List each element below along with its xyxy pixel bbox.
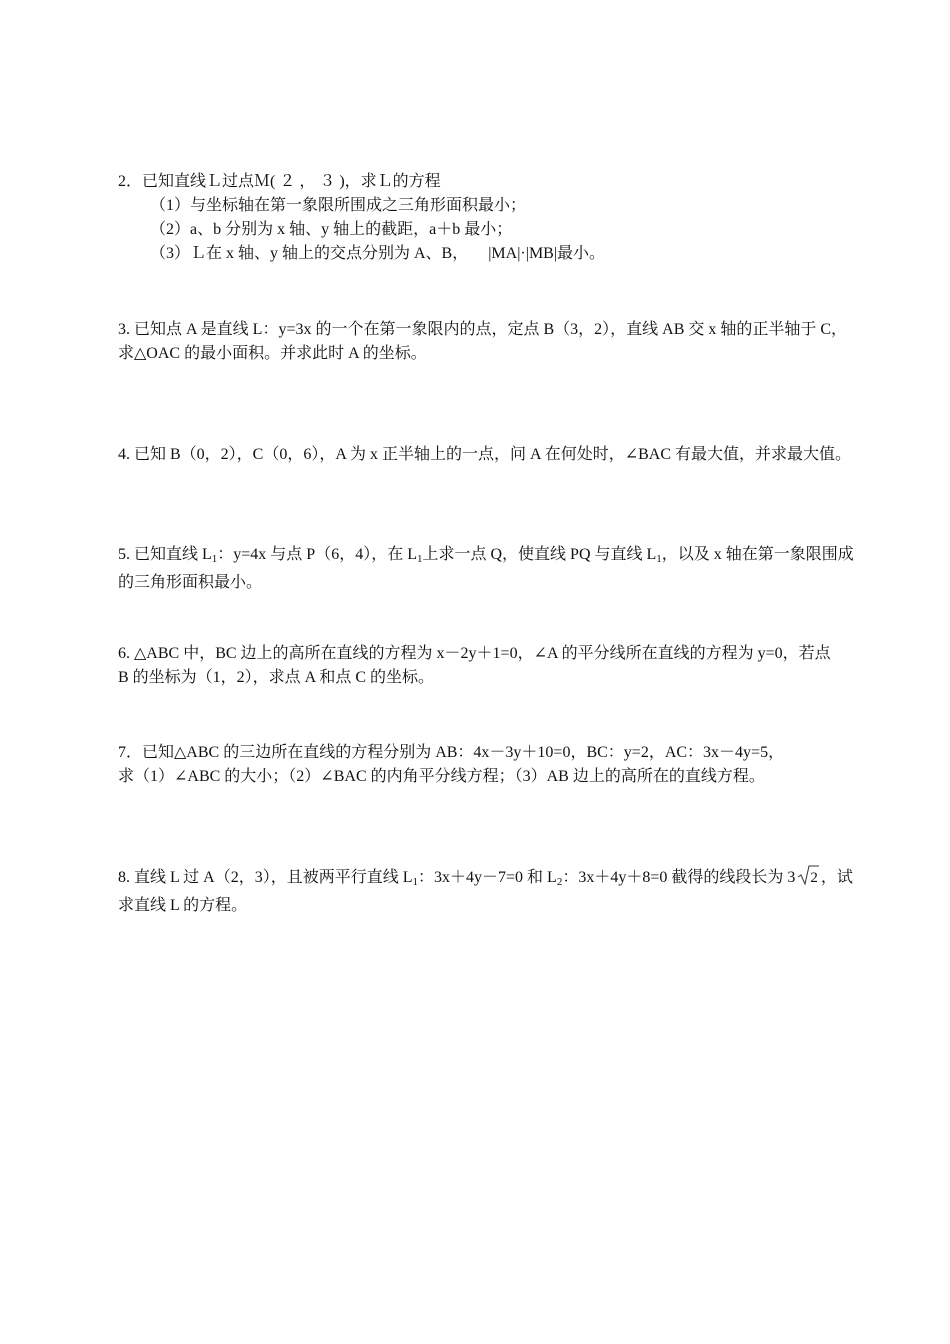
problem-3-line-2: 求△OAC 的最小面积。并求此时 A 的坐标。 [118,345,427,362]
subscript-1: 1 [211,553,218,565]
problem-5-text-c: 上求一点 Q，使直线 PQ 与直线 L [422,546,657,563]
problem-8-text-a: 8. 直线 L 过 A（2，3），且被两平行直线 L [118,869,413,886]
problem-7-line-1: 7．已知△ABC 的三边所在直线的方程分别为 AB：4x－3y＋10=0，BC：y=2，AC：3x－4y=5， [118,744,785,761]
problem-4-line-1: 4. 已知 B（0，2），C（0，6），A 为 x 正半轴上的一点，问 A 在何处时，∠BAC 有最大值，并求最大值。 [118,446,851,463]
problem-8 [118,866,858,918]
problem-2-part-3: （3）Ｌ在 x 轴、y 轴上的交点分别为 A、B， |MA|·|MB|最小。 [150,245,606,262]
problem-3-line-1: 3. 已知点 A 是直线 L：y=3x 的一个在第一象限内的点，定点 B（3，2），直线 AB 交 x 轴的正半轴于 C， [118,321,848,338]
problem-6-line-2: B 的坐标为（1，2），求点 A 和点 C 的坐标。 [118,669,435,686]
problem-5-line-2: 的三角形面积最小。 [118,574,263,591]
problem-8-text-b: ：3x＋4y－7=0 和 L [418,869,557,886]
problem-4 [118,443,858,467]
problem-5-text-d: ，以及 x 轴在第一象限围成 [661,546,854,563]
problem-7 [118,741,858,789]
problem-6 [118,642,858,690]
problem-8-line-1 [118,866,858,894]
square-root-symbol [797,866,819,890]
subscript-2: 2 [556,876,563,888]
subscript-1: 1 [412,876,419,888]
subscript-1: 1 [656,553,662,565]
problem-3 [118,318,858,366]
problem-5 [118,543,858,595]
problem-5-text-b: ：y=4x 与点 P（6，4），在 L [217,546,417,563]
problem-2 [118,170,858,266]
problem-2-part-1: （1）与坐标轴在第一象限所围成之三角形面积最小； [150,197,527,214]
problem-8-text-d: ，试 [820,869,853,886]
problem-5-line-1 [118,543,858,571]
problem-5-text-a: 5. 已知直线 L [118,546,212,563]
problem-6-line-1: 6. △ABC 中，BC 边上的高所在直线的方程为 x－2y＋1=0，∠A 的平分线所在直线的方程为 y=0，若点 [118,645,831,662]
problem-8-text-c: ：3x＋4y＋8=0 截得的线段长为 3 [562,869,796,886]
problem-7-line-2: 求（1）∠ABC 的大小；（2）∠BAC 的内角平分线方程；（3）AB 边上的高所在的直线方程。 [118,768,765,785]
problem-2-part-2: （2）a、b 分别为 x 轴、y 轴上的截距，a＋b 最小； [150,221,513,238]
problem-2-stem: 2．已知直线Ｌ过点Ｍ( ２ ， ３ )，求Ｌ的方程 [118,173,441,190]
problem-8-line-2: 求直线 L 的方程。 [118,897,248,914]
subscript-1: 1 [416,553,423,565]
radicand: 2 [810,870,818,886]
